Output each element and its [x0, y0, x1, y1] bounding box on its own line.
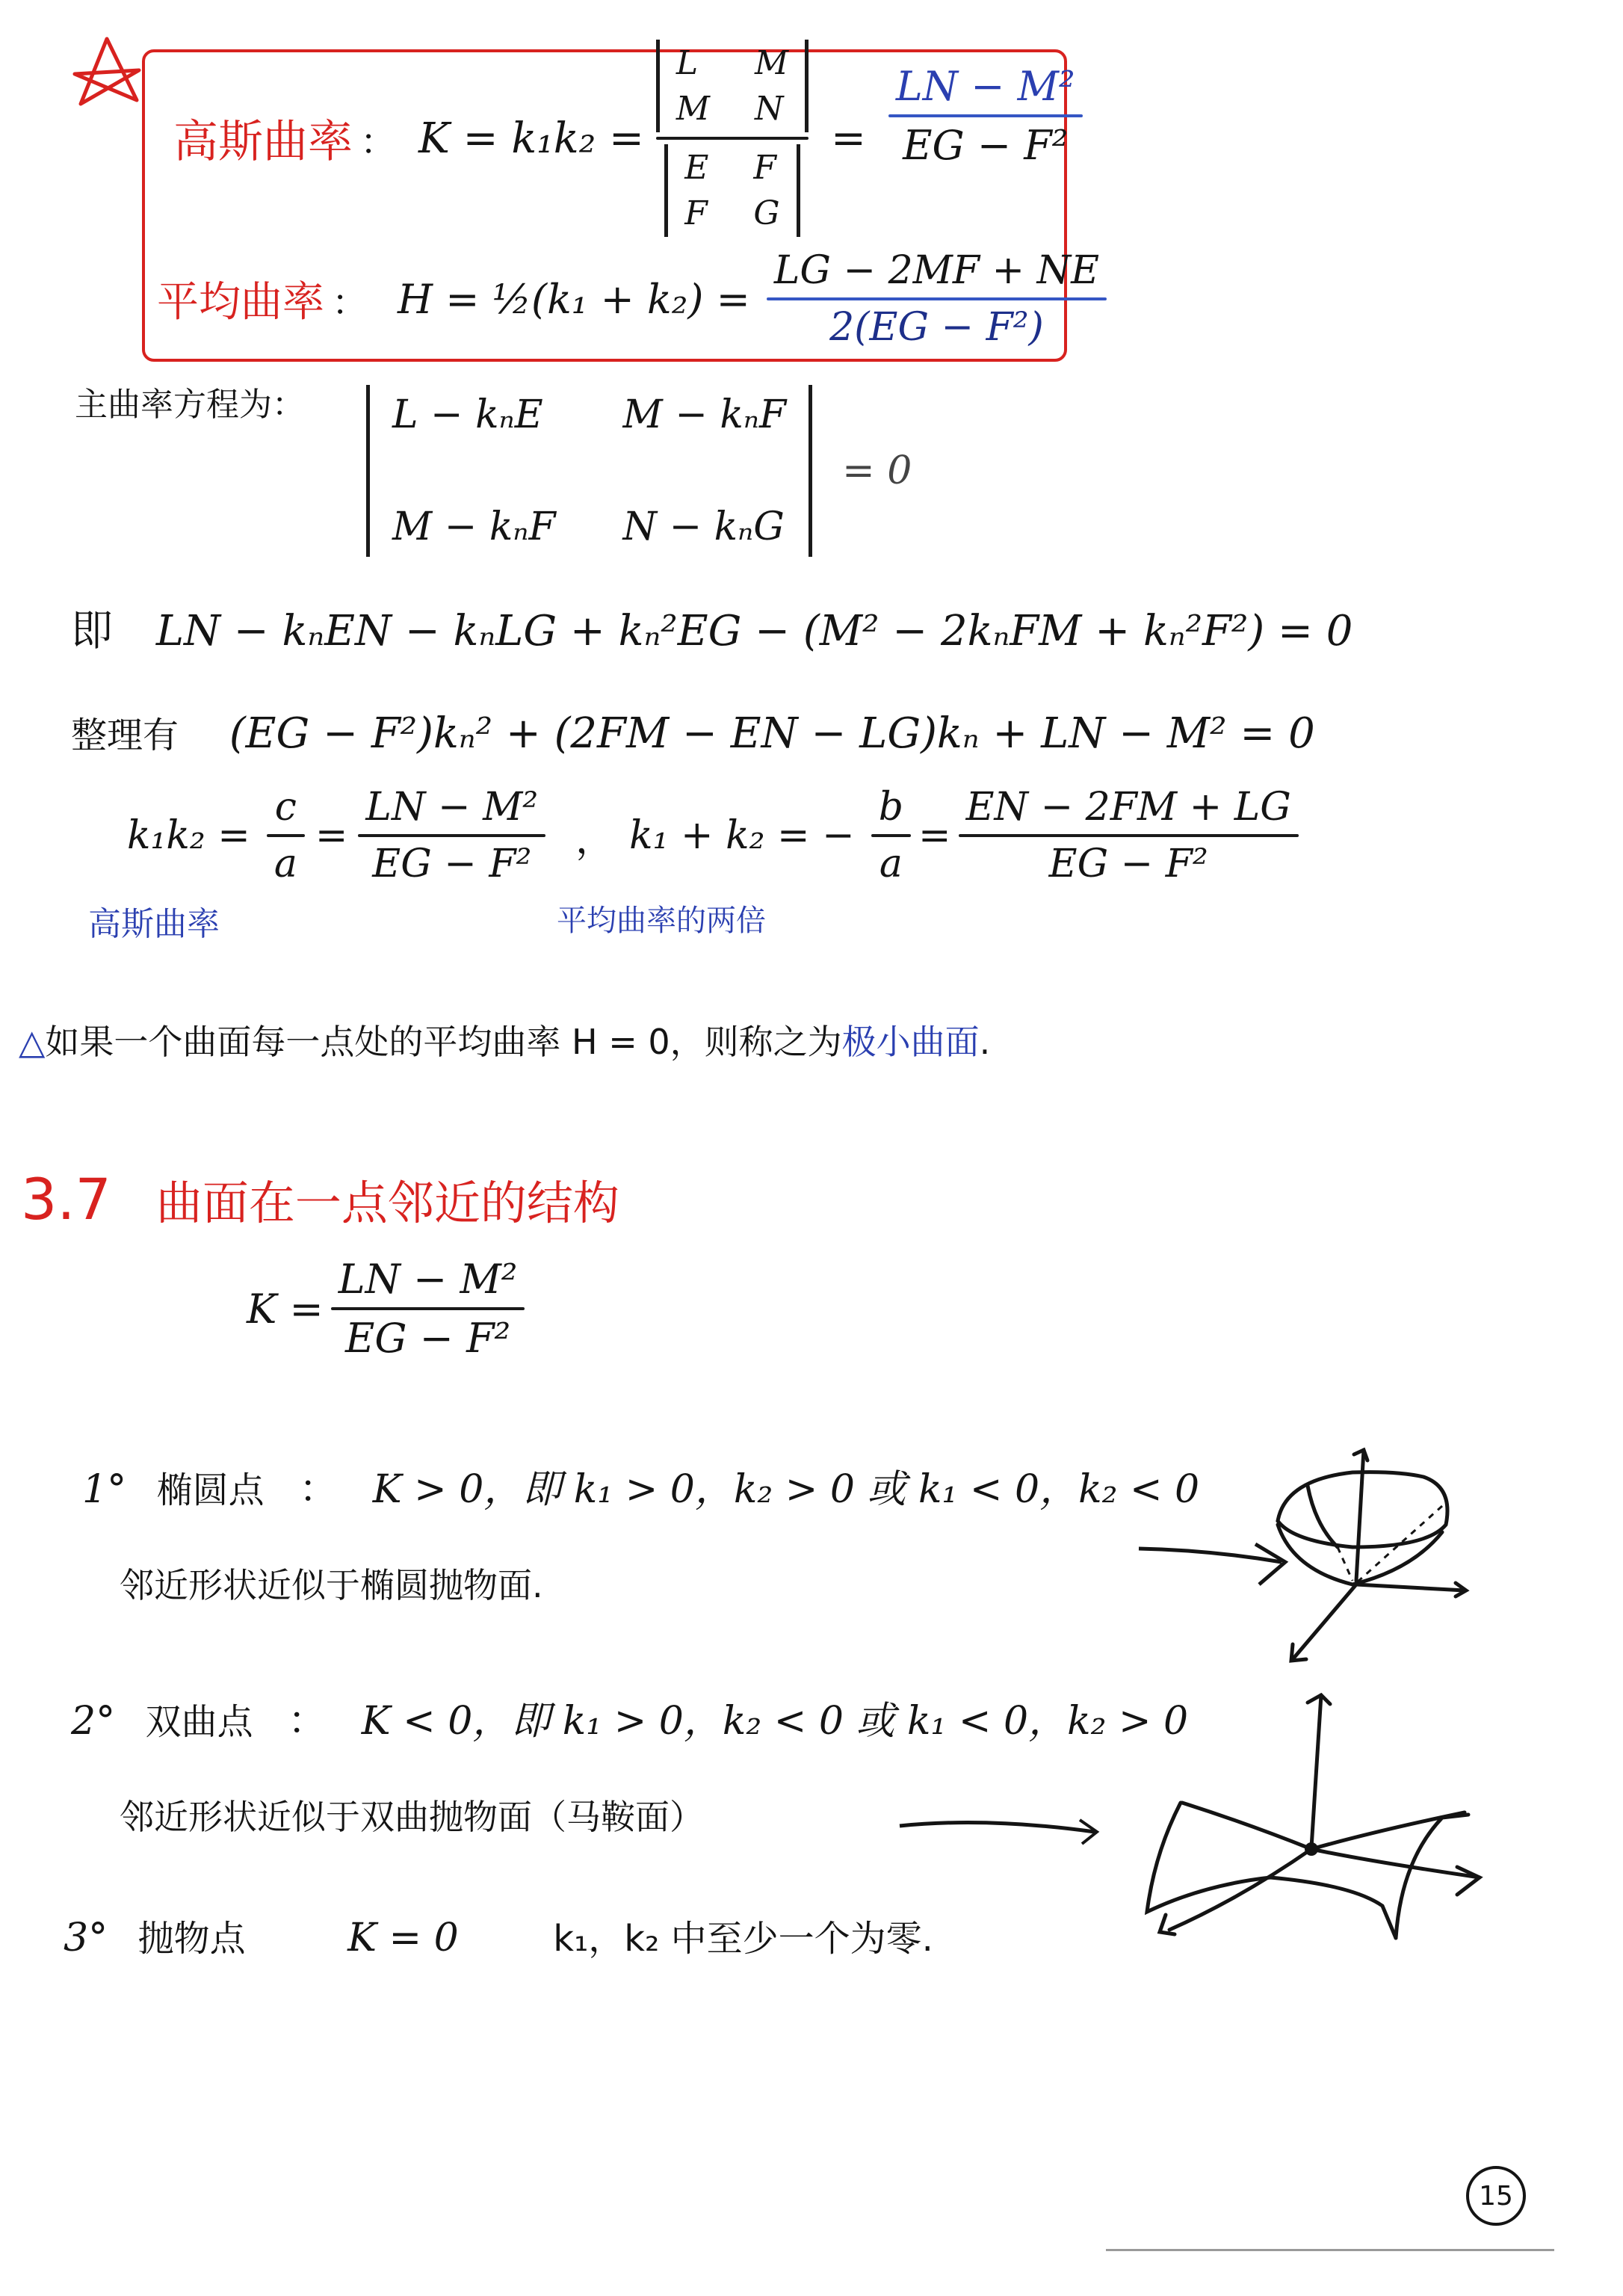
- principal-equation: [366, 385, 912, 557]
- gaussian-label: 高斯曲率: [173, 116, 353, 168]
- gaussian-colon: ：: [360, 120, 397, 163]
- arranged-equation: 整理有 (EG − F²)kₙ² + (2FM − EN − LG)kₙ + LN − M² = 0: [71, 709, 1315, 758]
- vieta-relations: k₁k₂ = $\frac{c}{a}$ = $\frac{\text{LN − M²}}{\text{EG − F²}}$ ， k₁ + k₂ = − $\frac{b}{a}$ = $\frac{EN - 2FM + LG}{\text{EG − F²}}$: [127, 785, 1299, 886]
- elliptic-paraboloid-diagram: [1263, 1442, 1502, 1682]
- mean-result-fraction: $\frac{LG - 2MF + NE}{\text{2(EG − F²)}}$: [767, 248, 1107, 350]
- first-form-determinant: E F F G: [664, 144, 800, 237]
- fraction-bar: [656, 137, 809, 140]
- gaussian-curvature-row: [173, 44, 1083, 232]
- star-mark-icon: [66, 33, 148, 123]
- page-number-badge: [1466, 2166, 1526, 2226]
- case-parabolic: 3° 抛物点 K = 0 k₁，k₂ 中至少一个为零.: [64, 1916, 933, 1960]
- section-title: 曲面在一点邻近的结构: [155, 1176, 619, 1230]
- mean-lhs: H = ½(k₁ + k₂) =: [398, 275, 750, 323]
- second-form-determinant: L M M N: [656, 40, 809, 132]
- page-number: 15: [1479, 2180, 1513, 2212]
- case-elliptic: 1° 椭圆点 ： K > 0，即 k₁ > 0，k₂ > 0 或 k₁ < 0，k₂ < 0: [82, 1467, 1200, 1512]
- expanded-equation: 即 LN − kₙEN − kₙLG + kₙ²EG − (M² − 2kₙFM + kₙ²F²) = 0: [71, 607, 1353, 655]
- gaussian-lhs: K = k₁k₂ =: [418, 114, 644, 163]
- note-gaussian-curvature: 高斯曲率: [88, 905, 220, 943]
- case-hyperbolic: 2° 双曲点 ： K < 0，即 k₁ > 0，k₂ < 0 或 k₁ < 0，k₂ > 0: [71, 1699, 1189, 1744]
- gaussian-det-fraction: [656, 40, 809, 237]
- section-heading: [21, 1166, 619, 1232]
- section-number: 3.7: [21, 1166, 111, 1232]
- mean-label: 平均曲率: [157, 278, 324, 327]
- case-hyperbolic-description: 邻近形状近似于双曲抛物面（马鞍面）: [120, 1797, 704, 1837]
- gaussian-formula: K = $\frac{\text{LN − M²}}{\text{EG − F²}}$: [247, 1256, 525, 1362]
- mean-curvature-row: [157, 247, 1107, 351]
- principal-equation-label: 主曲率方程为：: [75, 386, 305, 424]
- minimal-surface-term: 极小曲面: [841, 1022, 980, 1062]
- principal-rhs: = 0: [842, 448, 912, 493]
- gaussian-eq: =: [831, 114, 866, 163]
- case-elliptic-description: 邻近形状近似于椭圆抛物面.: [120, 1565, 543, 1605]
- mean-colon: ：: [332, 281, 368, 324]
- triangle-mark-icon: △: [19, 1022, 46, 1062]
- page-bottom-rule: [1106, 2249, 1554, 2251]
- saddle-surface-diagram: [1128, 1689, 1494, 1966]
- gaussian-result-fraction: $\frac{\text{LN − M²}}{\text{EG − F²}}$: [888, 63, 1083, 169]
- arrow-right-icon: [897, 1812, 1106, 1850]
- minimal-surface-definition: △如果一个曲面每一点处的平均曲率 H = 0，则称之为极小曲面.: [19, 1022, 991, 1062]
- principal-determinant: L − kₙE M − kₙF M − kₙF N − kₙG: [366, 385, 812, 557]
- note-twice-mean-curvature: 平均曲率的两倍: [557, 904, 766, 938]
